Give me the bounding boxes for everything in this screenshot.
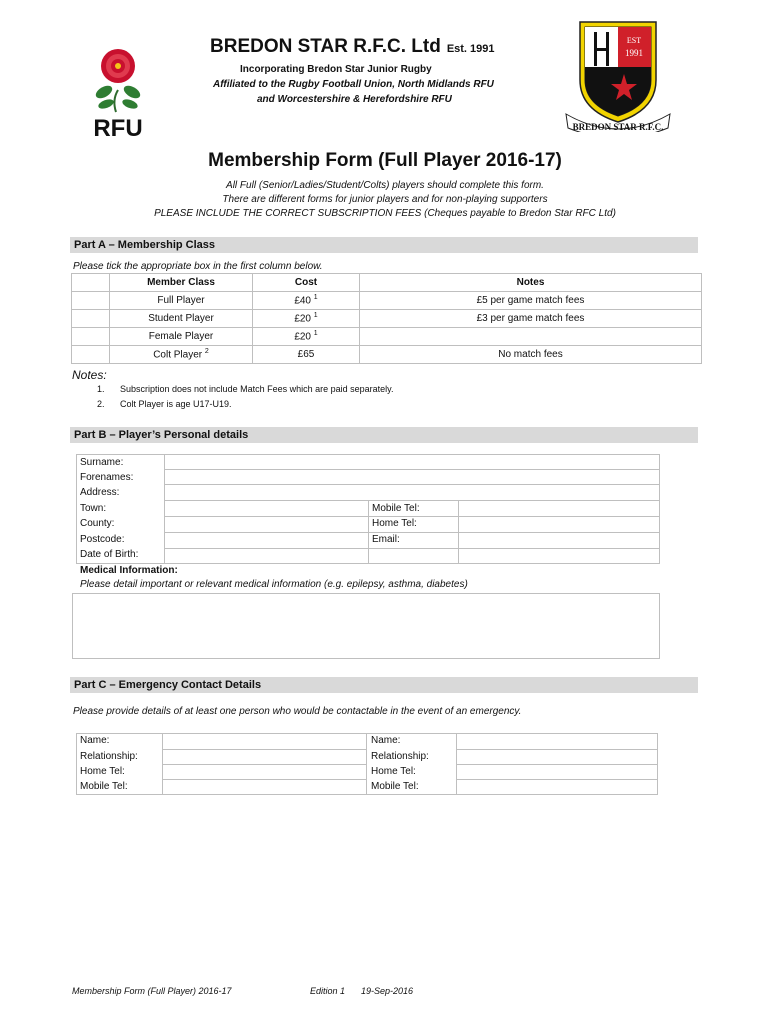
medical-info-instruction: Please detail important or relevant medical information (e.g. epilepsy, asthma, diabetes) xyxy=(80,579,468,590)
tick-box-colt-player[interactable] xyxy=(72,346,110,364)
footer-edition: Edition 1 xyxy=(310,986,346,996)
tick-box-female-player[interactable] xyxy=(72,328,110,346)
table-row xyxy=(72,346,702,364)
contact2-relationship-label: Relationship: xyxy=(371,751,429,762)
grid-divider xyxy=(164,500,660,501)
forenames-label: Forenames: xyxy=(80,472,134,483)
crest-year: 1991 xyxy=(625,48,643,58)
member-class-cell: Female Player xyxy=(110,328,253,346)
worcs-text: and Worcestershire & Herefordshire RFU xyxy=(257,94,452,105)
contact2-name-label: Name: xyxy=(371,735,401,746)
tick-box-full-player[interactable] xyxy=(72,292,110,310)
grid-divider xyxy=(164,532,660,533)
incorporating-text: Incorporating Bredon Star Junior Rugby xyxy=(240,64,432,75)
contact1-relationship-label: Relationship: xyxy=(80,751,138,762)
dob-field[interactable] xyxy=(166,550,366,563)
intro-line-3: PLEASE INCLUDE THE CORRECT SUBSCRIPTION FEES (Cheques payable to Bredon Star RFC Ltd) xyxy=(154,208,616,219)
notes-header: Notes xyxy=(360,274,702,292)
rfu-logo xyxy=(82,40,154,140)
county-field[interactable] xyxy=(166,518,366,531)
address-label: Address: xyxy=(80,487,120,498)
est-text: Est. 1991 xyxy=(446,43,495,55)
table-row xyxy=(72,292,702,310)
affiliated-text: Affiliated to the Rugby Football Union, North Midlands RFU xyxy=(213,79,494,90)
address-field[interactable] xyxy=(166,486,658,499)
cost-cell: £40 $^1$ xyxy=(253,292,360,310)
club-crest-logo xyxy=(562,18,674,132)
part-a-instruction: Please tick the appropriate box in the first column below. xyxy=(73,261,323,272)
intro-line-1: All Full (Senior/Ladies/Student/Colts) players should complete this form. xyxy=(226,180,544,191)
surname-field[interactable] xyxy=(166,455,658,468)
mobile-tel-field[interactable] xyxy=(460,502,658,515)
cost-cell: £20 $^1$ xyxy=(253,328,360,346)
club-name-text: BREDON STAR R.F.C. Ltd xyxy=(210,36,441,57)
grid-divider xyxy=(164,548,660,549)
medical-info-textarea[interactable] xyxy=(72,593,660,659)
table-row xyxy=(72,310,702,328)
contact1-mobile-tel-field[interactable] xyxy=(164,780,364,794)
surname-label: Surname: xyxy=(80,457,124,468)
grid-divider xyxy=(164,469,660,470)
part-c-header: Part C – Emergency Contact Details xyxy=(70,677,698,693)
rfu-logo-text: RFU xyxy=(93,115,143,140)
email-label: Email: xyxy=(372,534,400,545)
town-label: Town: xyxy=(80,503,107,514)
notes-cell: £3 per game match fees xyxy=(360,310,702,328)
crest-est: EST xyxy=(626,36,642,45)
postcode-field[interactable] xyxy=(166,534,366,547)
grid-divider xyxy=(164,516,660,517)
table-row xyxy=(72,328,702,346)
crest-banner: BREDON STAR R.F.C. xyxy=(572,122,664,132)
home-tel-label: Home Tel: xyxy=(372,518,417,529)
contact1-home-tel-field[interactable] xyxy=(164,765,364,778)
note-1-text: Subscription does not include Match Fees which are paid separately. xyxy=(120,384,394,394)
member-class-cell: Colt Player $^2$ xyxy=(110,346,253,364)
contact1-home-tel-label: Home Tel: xyxy=(80,766,125,777)
cost-header: Cost xyxy=(253,274,360,292)
contact2-home-tel-field[interactable] xyxy=(458,765,656,778)
medical-info-title: Medical Information: xyxy=(80,565,178,576)
notes-cell: £5 per game match fees xyxy=(360,292,702,310)
contact2-mobile-tel-label: Mobile Tel: xyxy=(371,781,419,792)
member-class-header: Member Class xyxy=(110,274,253,292)
tick-header-cell xyxy=(72,274,110,292)
contact1-mobile-tel-label: Mobile Tel: xyxy=(80,781,128,792)
note-2-number: 2. xyxy=(97,399,105,409)
contact2-name-field[interactable] xyxy=(458,734,656,748)
contact2-relationship-field[interactable] xyxy=(458,750,656,763)
town-field[interactable] xyxy=(166,502,366,515)
notes-cell xyxy=(360,328,702,346)
dob-label: Date of Birth: xyxy=(80,549,139,560)
email-field[interactable] xyxy=(460,534,658,547)
note-2-text: Colt Player is age U17-U19. xyxy=(120,399,232,409)
member-class-cell: Student Player xyxy=(110,310,253,328)
home-tel-field[interactable] xyxy=(460,518,658,531)
note-1-number: 1. xyxy=(97,384,105,394)
cost-cell: £20 $^1$ xyxy=(253,310,360,328)
contact1-name-label: Name: xyxy=(80,735,110,746)
postcode-label: Postcode: xyxy=(80,534,125,545)
forenames-field[interactable] xyxy=(166,471,658,483)
footer-form-name: Membership Form (Full Player) 2016-17 xyxy=(72,986,232,996)
contact1-name-field[interactable] xyxy=(164,734,364,748)
contact2-mobile-tel-field[interactable] xyxy=(458,780,656,794)
mobile-tel-label: Mobile Tel: xyxy=(372,503,420,514)
notes-title: Notes: xyxy=(72,368,107,382)
member-class-cell: Full Player xyxy=(110,292,253,310)
grid-divider xyxy=(366,733,367,795)
contact1-relationship-field[interactable] xyxy=(164,750,364,763)
intro-line-2: There are different forms for junior players and for non-playing supporters xyxy=(222,194,548,205)
notes-cell: No match fees xyxy=(360,346,702,364)
cost-cell: £65 xyxy=(253,346,360,364)
part-c-instruction: Please provide details of at least one person who would be contactable in the event of an emergency. xyxy=(73,706,522,717)
footer-date: 19-Sep-2016 xyxy=(361,986,414,996)
membership-class-table xyxy=(71,273,702,364)
club-name xyxy=(210,36,495,58)
county-label: County: xyxy=(80,518,115,529)
grid-divider xyxy=(164,484,660,485)
tick-box-student-player[interactable] xyxy=(72,310,110,328)
contact2-home-tel-label: Home Tel: xyxy=(371,766,416,777)
part-a-header: Part A – Membership Class xyxy=(70,237,698,253)
table-header-row xyxy=(72,274,702,292)
part-b-header: Part B – Player’s Personal details xyxy=(70,427,698,443)
form-title: Membership Form (Full Player 2016-17) xyxy=(208,150,562,171)
